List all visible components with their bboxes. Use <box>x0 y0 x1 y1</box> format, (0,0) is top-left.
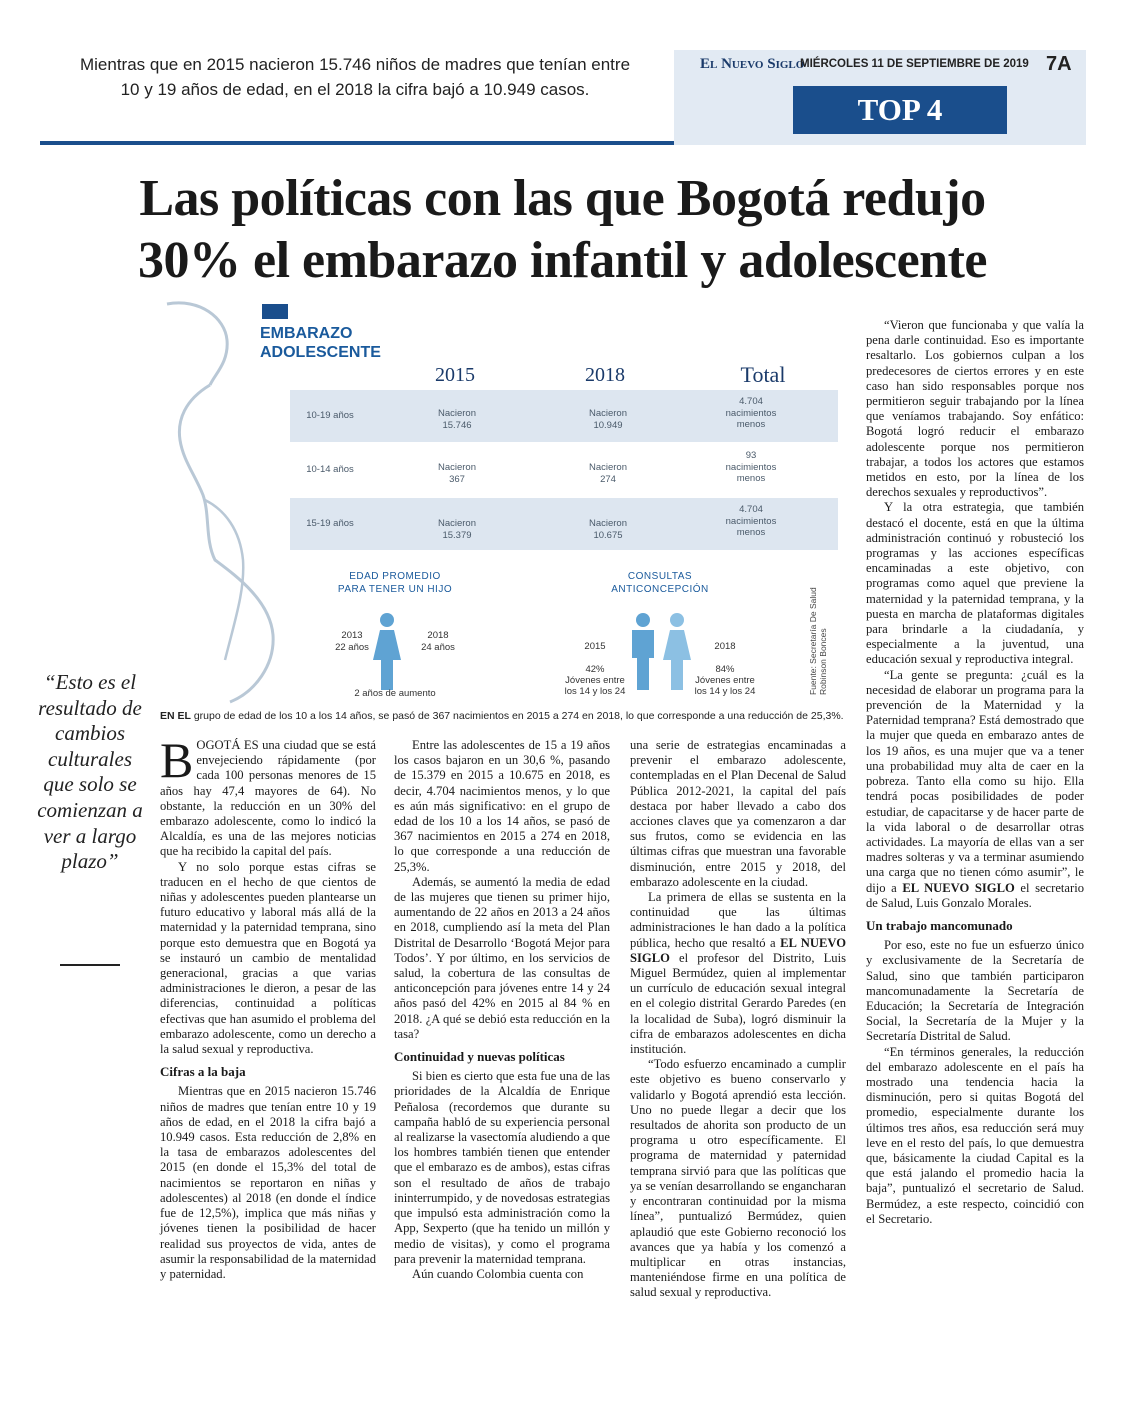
pull-quote: “Esto es el resultado de cambios culturales que solo se comienzan a ver a largo plazo” <box>37 670 143 874</box>
headline-line-1: Las políticas con las que Bogotá redujo <box>139 170 986 227</box>
cell-2015 <box>402 408 512 431</box>
article-column-4 <box>866 318 1084 1227</box>
row-label: 15-19 años <box>306 518 354 529</box>
cell-value: 274 <box>600 473 616 485</box>
consultas-title-line-2: ANTICONCEPCIÓN <box>611 584 709 595</box>
cell-2018 <box>553 462 663 485</box>
silhouette-head <box>167 303 227 385</box>
edad-2013-value: 22 años <box>335 641 369 653</box>
caption-text: grupo de edad de los 10 a los 14 años, se pasó de 367 nacimientos en 2015 a 274 en 2018, lo que corresponde a una reducción de 25,3%. <box>190 710 844 722</box>
cell-total <box>696 504 806 539</box>
consultas-2015-line-2: los 14 y los 24 <box>564 686 626 697</box>
cell-2015 <box>402 518 512 541</box>
edad-2013-year: 2013 <box>341 630 363 641</box>
issue-date: MIÉRCOLES 11 DE SEPTIEMBRE DE 2019 <box>800 58 1029 70</box>
col2-paragraph-3: Si bien es cierto que esta fue una de las prioridades de la Alcaldía de Enrique Peñalosa (recordemos que durante su campaña habló de su experiencia personal al realizarse la vasectomía aludiendo a que los hombres también tienen que entender que el embarazo es de ambos), estas cifras son el resultado de años de trabajo ininterrumpido, y de novedosas estrategias que impulsó esta administración como la App, Sexperto (que ha tenido un millón y medio de visitas), y como el programa para prevenir la maternidad temprana. <box>394 1069 610 1266</box>
cell-text: menos <box>736 419 766 430</box>
edad-2013 <box>328 630 376 653</box>
consultas-2018-line-1: Jóvenes entre <box>695 675 755 686</box>
headline <box>30 168 1095 292</box>
col4-paragraph-4: Por eso, este no fue un esfuerzo único y exclusivamente de la Secretaría de Salud, sino que también participaron mancomunadamente la Secretaría de Educación; la Secretaría de Integración Social, la Secretaría de la Mujer y la Secretaría Distrital de Salud. <box>866 938 1084 1044</box>
cell-text: nacimientos <box>725 515 777 527</box>
col4-paragraph-1: “Vieron que funcionaba y que valía la pena darle continuidad. Eso es importante resaltarlo. Los gobiernos culpan a los predecesores de ciertos errores y en este caso han sido responsables porque nos permitieron seguir trabajando por la línea que veníamos trabajando. Soy enfático: Bogotá logró reducir el embarazo adolescente porque nos permitieron trabajar, a todos los actores que estamos metidos en esto, por la línea de los derechos sexuales y reproductivos”. <box>866 318 1084 500</box>
subhead-continuidad: Continuidad y nuevas políticas <box>394 1049 565 1065</box>
edad-2018-year: 2018 <box>427 630 449 641</box>
consultas-2015-line-1: Jóvenes entre <box>565 675 625 686</box>
consultas-title-line-1: CONSULTAS <box>627 571 693 582</box>
subhead-trabajo: Un trabajo mancomunado <box>866 917 1013 933</box>
cell-value: 4.704 <box>739 396 763 407</box>
page-number: 7A <box>1046 53 1072 75</box>
col1-paragraph-1: BOGOTÁ ES una ciudad que se está envejeciendo rápidamente (por cada 100 personas menores de 15 años hay 47,4 mayores de 64). No obstante, la reducción en un 30% del embarazo adolescente, como lo indicó la Alcaldía, es una de las mejores noticias que ha recibido la capital del país. <box>160 732 376 859</box>
consultas-2018-pct: 84% <box>715 664 735 675</box>
consultas-2018 <box>680 664 770 697</box>
table-row-15-19 <box>290 498 838 550</box>
cell-value: 367 <box>449 473 465 485</box>
cell-text: Nacieron <box>437 518 477 529</box>
cell-value: 10.675 <box>593 529 623 541</box>
cell-text: Nacieron <box>437 408 477 419</box>
table-row-10-19 <box>290 390 838 442</box>
col-header-2015: 2015 <box>435 364 475 386</box>
cell-total <box>696 450 806 485</box>
subhead-cifras: Cifras a la baja <box>160 1064 246 1080</box>
caption-lead: EN EL <box>160 710 191 722</box>
col4-paragraph-5: “En términos generales, la reducción del embarazo adolescente en el país ha mostrado una tendencia hacia la disminución, pero si quitas Bogotá del promedio, especialmente durante los últimos tres años, esa reducción será muy leve en el resto del país, lo que demuestra que, básicamente la ciudad Capital es la que está jalando el promedio hacia la baja”, puntualizó el secretario de Salud. Bermúdez, a este respecto, coincidió con el Secretario. <box>866 1044 1084 1226</box>
headline-line-2: 30% el embarazo infantil y adolescente <box>138 232 987 289</box>
woman-icon <box>372 612 402 692</box>
row-label: 10-19 años <box>306 410 354 421</box>
col-header-2018: 2018 <box>585 364 625 386</box>
source-line-2: Robinson Bonces <box>818 628 828 695</box>
consultas-2018-line-2: los 14 y los 24 <box>694 686 756 697</box>
infographic-title-marker <box>262 304 288 319</box>
cell-value: 15.379 <box>442 529 472 541</box>
cell-total <box>696 396 806 431</box>
cell-2018 <box>553 518 663 541</box>
consultas-2015-year: 2015 <box>584 641 606 652</box>
header-teaser: Mientras que en 2015 nacieron 15.746 niños de madres que tenían entre 10 y 19 años de edad, en el 2018 la cifra bajó a 10.949 casos. <box>79 55 631 99</box>
cell-value: 4.704 <box>739 504 763 515</box>
col3-paragraph-2: La primera de ellas se sustenta en la continuidad que las últimas administraciones le han dado a la política pública, hecho que resaltó a EL NUEVO SIGLO el profesor del Distrito, Luis Miguel Bermúdez, quien al implementar un currículo de educación sexual integral en el colegio distrital Gerardo Paredes (en la localidad de Suba), logró disminuir la cifra de embarazos adolescentes en dicha institución. <box>630 890 846 1057</box>
col3-paragraph-1: una serie de estrategias encaminadas a prevenir el embarazo adolescente, contempladas en el Plan Decenal de Salud Pública 2012-2021, la capital del país destaca por haber llevado a cabo dos acciones claves que ya comenzaron a dar sus frutos, como se evidencia en las últimas cifras que muestran una favorable disminución, entre 2015 y 2018, del embarazo adolescente en la ciudad. <box>630 738 846 889</box>
cell-text: Nacieron <box>588 462 628 473</box>
edad-2018-value: 24 años <box>421 641 455 653</box>
col2-paragraph-1: Entre las adolescentes de 15 a 19 años los casos bajaron en un 30,6 %, pasando de 15.379 en 2015 a 10.675 en 2018, es decir, 4.704 nacimientos menos, y lo que es aún más significativo: en el grupo de edad de los 10 a los 14 años, se pasó de 367 nacimientos en 2015 a 274 en 2018, lo que corresponde a una reducción de 25,3%. <box>394 738 610 874</box>
consultas-2015-pct: 42% <box>585 664 605 675</box>
article-column-1 <box>160 732 376 1282</box>
infographic-title-line-2: ADOLESCENTE <box>260 344 381 361</box>
cell-text: Nacieron <box>588 408 628 419</box>
pull-quote-rule <box>60 964 120 966</box>
infographic-title-line-1: EMBARAZO <box>260 325 353 342</box>
cell-value: 93 <box>745 450 757 461</box>
consultas-title <box>585 570 735 596</box>
col3-paragraph-3: “Todo esfuerzo encaminado a cumplir este objetivo es bueno conservarlo y validarlo y Bogotá aprendió esta lección. Uno no puede llegar a decir que los resultados de ahorita son producto de un programa u otro específicamente. El programa de maternidad y paternidad temprana sirvió para que las políticas que ya se venían desarrollando se engancharan y encontraran continuidad por la misma línea”, puntualizó Bermúdez, quien aplaudió que este Gobierno reconoció los avances que ya había y los comenzó a multiplicar en otras instancias, manteniéndose firme en una política de salud sexual y reproductiva. <box>630 1057 846 1300</box>
article-column-3 <box>630 738 846 1301</box>
silhouette-arm <box>205 500 243 660</box>
edad-2018 <box>413 630 463 653</box>
source-line-1: Fuente: Secretaría De Salud <box>808 587 818 695</box>
col-header-total: Total <box>740 362 786 387</box>
col4-paragraph-2: Y la otra estrategia, que también destacó el docente, está en que la última administración continuó y robusteció los programas y las acciones específicas encaminadas a este objetivo, con programas como aquel que previene la maternidad y la paternidad temprana, y la puesta en marcha de plataformas digitales para brindarle a la ciudadanía, y especialmente a la juventud, una educación sexual y reproductiva integral. <box>866 500 1084 667</box>
edad-title-line-2: PARA TENER UN HIJO <box>337 584 453 595</box>
cell-text: Nacieron <box>588 518 628 529</box>
cell-value: 15.746 <box>442 419 472 431</box>
cell-text: nacimientos <box>725 461 777 473</box>
edad-note: 2 años de aumento <box>354 688 436 699</box>
infographic-title <box>260 324 381 362</box>
col2-paragraph-4: Aún cuando Colombia cuenta con <box>412 1266 584 1281</box>
col1-paragraph-3: Mientras que en 2015 nacieron 15.746 niños de madres que tenían entre 10 y 19 años de edad, en el 2018 la cifra bajó a 10.949 casos. Esta reducción de 2,8% en la tasa de embarazos adolescentes del 2015 (en donde el 15,3% del total de nacimientos se reportaron en niñas y adolescentes) al 2018 (en donde el índice fue de 12,5%), implica que más niñas y jóvenes tienen la posibilidad de hacer realidad sus proyectos de vida, antes de asumir la responsabilidad de la maternidad y paternidad. <box>160 1084 376 1281</box>
cell-2015 <box>402 462 512 485</box>
cell-text: menos <box>736 527 766 538</box>
table-row-10-14 <box>290 444 838 496</box>
section-label: TOP 4 <box>857 92 943 127</box>
infographic-caption <box>160 710 860 722</box>
cell-text: nacimientos <box>725 407 777 419</box>
header-rule <box>40 141 674 145</box>
edad-promedio-title <box>320 570 470 596</box>
consultas-2018-year: 2018 <box>714 641 736 652</box>
infographic-source <box>808 575 838 695</box>
consultas-2015 <box>550 664 640 697</box>
edad-title-line-1: EDAD PROMEDIO <box>349 571 441 582</box>
article-column-2 <box>394 738 610 1282</box>
cell-text: menos <box>736 473 766 484</box>
masthead-name: El Nuevo Siglo <box>700 56 805 72</box>
col2-paragraph-2: Además, se aumentó la media de edad de las mujeres que tienen su primer hijo, aumentando de 22 años en 2013 a 24 años en 2018, cumpliendo así la meta del Plan Distrital de Desarrollo ‘Bogotá Mejor para Todos’. Y por último, en los servicios de salud, la cobertura de las consultas de anticoncepción para jóvenes entre 14 y 24 años pasó del 42% en 2015 al 84 % en 2018. ¿A qué se debió esta reducción en la tasa? <box>394 874 610 1041</box>
col1-paragraph-2: Y no solo porque estas cifras se traducen en el hecho de que cientos de niñas y adolescentes pueden plantearse un futuro educativo y laboral más allá de la maternidad y la paternidad temprana, sino porque esto demuestra que en Bogotá ya se instauró un cambio de mentalidad generacional, gracias a que varias administraciones le dieron, a pesar de las diferencias, continuidad a políticas efectivas que han asumido el problema del embarazo adolescente, como un derecho a la salud sexual y reproductiva. <box>160 859 376 1057</box>
row-label: 10-14 años <box>306 464 354 475</box>
cell-value: 10.949 <box>593 419 623 431</box>
cell-text: Nacieron <box>437 462 477 473</box>
cell-2018 <box>553 408 663 431</box>
col4-paragraph-3: “La gente se pregunta: ¿cuál es la necesidad de elaborar un programa para la prevención de la Maternidad y la Paternidad temprana? Está demostrado que la mujer que queda en embarazo antes de los 19 años, es una mujer que va a tener una probabilidad muy alta de caer en la pobreza. Tanto ella como su hijo. Ella tendrá pocas posibilidades de poder estudiar, de capacitarse y de hacer parte de la vida laboral o de desarrollar otras actividades. La mayoría de ellas van a ser madres solteras y va a terminar asumiendo una carga que no tienen cómo asumir”, le dijo a EL NUEVO SIGLO el secretario de Salud, Luis Gonzalo Morales. <box>866 667 1085 910</box>
drop-cap: B <box>160 732 194 788</box>
